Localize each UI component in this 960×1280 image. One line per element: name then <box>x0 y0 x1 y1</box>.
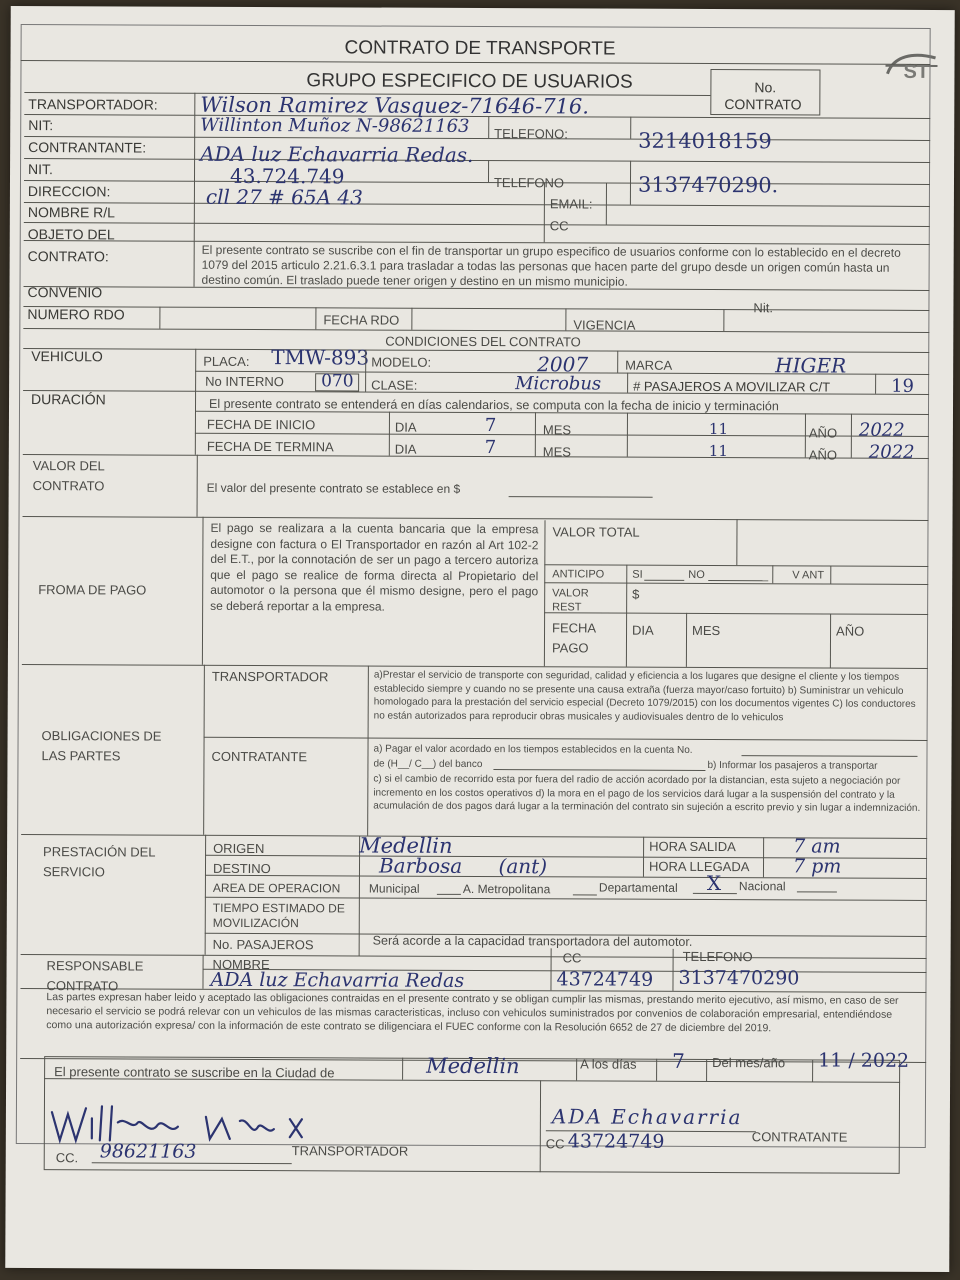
cc-right-label: CC <box>545 1136 565 1152</box>
objeto-text: El presente contrato se suscribe con el fin de transportar un grupo especifico de usuarios conforme con lo establecido en el decreto 1079 del 2015 articulo 2.21.6.3.1 para trasladar a todas las personas que hacen parte del grupo desde un origen común hasta un destino común. El traslado puede tener origen y destino en un mismo municipio. <box>201 242 901 289</box>
fecha-pago-ano-label: AÑO <box>836 623 865 639</box>
termina-ano-label: AÑO <box>808 447 838 463</box>
interno-value: 070 <box>321 371 354 392</box>
prestacion-label-1: PRESTACIÓN DEL <box>43 844 156 860</box>
pasajeros-movilizar-value: 19 <box>891 375 915 397</box>
anticipo-si-label: SI <box>632 568 643 581</box>
inicio-ano-label: AÑO <box>808 425 838 441</box>
email-label: EMAIL: <box>549 196 593 212</box>
fecha-pago-label-1: FECHA <box>552 620 597 636</box>
dias-value: 7 <box>672 1048 685 1073</box>
vehiculo-label: VEHICULO <box>31 348 103 365</box>
telefono-label: TELEFONO: <box>494 126 568 142</box>
area-metropolitana: A. Metropolitana <box>462 881 551 897</box>
nit2-label: NIT. <box>28 161 53 178</box>
objeto-label-1: OBJETO DEL <box>27 226 115 243</box>
destino-value: Barbosa (ant) <box>378 853 548 879</box>
anticipo-label: ANTICIPO <box>552 568 605 581</box>
modelo-label: MODELO: <box>371 354 432 370</box>
valor-rest-label-1: VALOR <box>552 587 589 600</box>
valor-rest-dollar: $ <box>632 586 640 602</box>
area-departamental: Departamental <box>598 880 678 895</box>
obligacion-contratante-line1: a) Pagar el valor acordado en los tiempos establecidos en la cuenta No. <box>373 743 693 756</box>
termina-mes-label: MES <box>542 444 572 460</box>
inicio-ano-value: 2022 <box>858 419 905 441</box>
tiempo-label-1: TIEMPO ESTIMADO DE <box>212 900 345 916</box>
origen-value: Medellin <box>359 833 453 858</box>
termina-mes-value: 11 <box>708 441 728 461</box>
nombre-rl-label: NOMBRE R/L <box>27 204 116 221</box>
area-nacional: Nacional <box>738 879 786 894</box>
obligacion-contratante-line2: de (H__/ C__) del banco <box>373 758 483 771</box>
valor-label-2: CONTRATO <box>32 478 105 494</box>
numero-rdo-label: NUMERO RDO <box>27 306 125 323</box>
document-title: CONTRATO DE TRANSPORTE <box>344 37 616 60</box>
area-municipal: Municipal <box>368 881 420 896</box>
hora-salida-value: 7 am <box>793 835 841 858</box>
contratante-signature: ADA Echavarria <box>551 1104 743 1130</box>
nit-value: Willinton Muñoz N-98621163 <box>200 114 470 137</box>
responsable-label-2: CONTRATO <box>46 978 119 994</box>
responsable-cc-value: 43724749 <box>556 968 654 991</box>
placa-value: TMW-893 <box>271 345 370 370</box>
destino-label: DESTINO <box>212 860 271 877</box>
v-ant-label: V ANT <box>792 569 825 582</box>
obligaciones-label-1: OBLIGACIONES DE <box>41 728 162 744</box>
inicio-dia-label: DIA <box>394 419 417 435</box>
hora-salida-label: HORA SALIDA <box>649 838 736 855</box>
obligacion-contratante-line2b: b) Informar los pasajeros a transportar <box>707 759 878 772</box>
mes-ano-value: 11 / 2022 <box>818 1049 910 1072</box>
transportador-value: Wilson Ramirez Vasquez-71646-716. <box>200 92 590 119</box>
obligacion-transportador-label: TRANSPORTADOR <box>211 668 329 685</box>
clase-label: CLASE: <box>371 377 418 393</box>
duracion-label: DURACIÓN <box>31 391 106 408</box>
contract-label: CONTRATO <box>724 96 802 113</box>
forma-pago-text: El pago se realizara a la cuenta bancaria que la empresa designe con factura o El Transportador en razón al Art 102-2 del E.T., por la connotación de ser un pago a tercero autoriza que el pago se realice de forma directa al Propietario del automotor o la persona que él mismo designe, pero el pago se deberá reportar a la empresa. <box>210 520 539 614</box>
fecha-pago-label-2: PAGO <box>551 640 589 656</box>
telefono2-value: 3137470290. <box>637 172 779 198</box>
no-pasajeros-text: Será acorde a la capacidad transportadora del automotor. <box>372 933 693 949</box>
vigencia-label: VIGENCIA <box>573 317 636 333</box>
valor-text: El valor del presente contrato se establece en $ <box>206 480 461 496</box>
ciudad-value: Medellin <box>426 1053 520 1079</box>
objeto-label-2: CONTRATO: <box>27 248 109 265</box>
fecha-rdo-label: FECHA RDO <box>323 312 400 328</box>
hora-llegada-label: HORA LLEGADA <box>648 858 750 875</box>
placa-label: PLACA: <box>203 353 250 369</box>
nit2-value: 43.724.749 <box>229 163 345 189</box>
fecha-inicio-label: FECHA DE INICIO <box>206 416 316 433</box>
anticipo-no-label: NO <box>688 568 705 581</box>
direccion-label: DIRECCION: <box>27 183 111 200</box>
condiciones-title: CONDICIONES DEL CONTRATO <box>385 333 581 350</box>
inicio-mes-label: MES <box>542 422 572 438</box>
inicio-mes-value: 11 <box>708 419 729 439</box>
cc-label: CC <box>549 218 569 234</box>
responsable-label-1: RESPONSABLE <box>46 958 144 974</box>
telefono-value: 3214018159 <box>638 128 772 154</box>
area-departamental-mark: X <box>706 870 722 896</box>
termina-dia-value: 7 <box>484 437 497 459</box>
fecha-pago-dia-label: DIA <box>632 622 654 638</box>
duracion-text: El presente contrato se entenderá en días calendarios, se computa con la fecha de inicio y terminación <box>208 396 779 414</box>
obligacion-contratante-text: c) si el cambio de recorrido esta por fuera del radio de acción acordado por la distancian, esta sujeto a negociación por incremento en los costos operativos d) la mora en el pago de los servicios dará lugar a la suspensión del contrato y la acumulación de dos pagos dará lugar a la terminación del contrato sin sujeción a escrito previo y sin lugar a indemnización. <box>373 773 921 814</box>
pasajeros-movilizar-label: # PASAJEROS A MOVILIZAR C/T <box>633 378 831 395</box>
transportador-label: TRANSPORTADOR: <box>28 96 158 113</box>
cc-left-label: CC. <box>55 1150 79 1166</box>
convenio-label: CONVENIO <box>27 284 103 301</box>
origen-label: ORIGEN <box>213 840 265 857</box>
document-subtitle: GRUPO ESPECIFICO DE USUARIOS <box>306 70 633 93</box>
obligaciones-label-2: LAS PARTES <box>41 748 121 764</box>
convenio-nit-label: Nit. <box>753 300 773 316</box>
responsable-telefono-value: 3137470290 <box>678 966 800 990</box>
mes-ano-label: Del mes/año <box>712 1055 786 1071</box>
valor-label-1: VALOR DEL <box>32 458 105 474</box>
dias-label: A los días <box>580 1056 637 1072</box>
no-pasajeros-label: No. PASAJEROS <box>212 936 314 953</box>
fecha-pago-mes-label: MES <box>692 622 721 639</box>
fecha-termina-label: FECHA DE TERMINA <box>206 438 334 455</box>
hora-llegada-value: 7 pm <box>792 855 842 878</box>
clase-value: Microbus <box>515 373 602 395</box>
valor-rest-label-2: REST <box>552 601 582 614</box>
tiempo-label-2: MOVILIZACIÓN <box>212 915 299 931</box>
transportador-signature-label: TRANSPORTADOR <box>291 1143 409 1159</box>
responsable-nombre-value: ADA luz Echavarria Redas <box>210 968 465 992</box>
interno-label: No INTERNO <box>205 373 284 390</box>
cc-right-value: 43724749 <box>567 1130 665 1153</box>
obligacion-transportador-text: a)Prestar el servicio de transporte con seguridad, calidad y eficiencia a los lugares que designe el cliente y los tiempos establecido siempre y cuando no se presente una causa extraña (fuerza mayor/caso fortuito) b) Suministrar un vehiculo homologado para la prestación del servicio especial (Decreto 1079/2015) con los documentos vigentes C) los conductores no están autorizados para reproducir obras musicales y audiovisuales dentro de lo vehiculos <box>373 669 916 723</box>
telefono2-label: TELEFONO <box>493 175 565 191</box>
forma-pago-label: FROMA DE PAGO <box>38 582 147 598</box>
termina-ano-value: 2022 <box>868 441 915 463</box>
contract-sheet <box>5 6 954 1272</box>
marca-label: MARCA <box>625 357 673 373</box>
contratante-value: ADA luz Echavarria Redas. <box>200 141 474 167</box>
clausula-text: Las partes expresan haber leido y aceptado las obligaciones contraidas en el presente contrato y se obligan cumplir las mismas, prestando merito ejecutivo, así mismo, en caso de ser necesario el servicio se podrá relevar con un vehiculos de las mismas caracteristicas, incluso con vehiculos suministrados por convenios de colaboración empresarial, entendiéndose como una autorización expresa/ con la información de este contrato se diligenciara el FUEC conforme con la Resolución 6652 de 27 de diciembre del 2019. <box>46 991 899 1035</box>
prestacion-label-2: SERVICIO <box>42 864 105 880</box>
responsable-telefono-label: TELEFONO <box>682 948 753 965</box>
modelo-value: 2007 <box>537 352 589 377</box>
cc-left-value: 98621163 <box>99 1140 197 1163</box>
marca-value: HIGER <box>775 353 847 378</box>
contratante-signature-label: CONTRATANTE <box>751 1129 848 1145</box>
contract-no-label: No. <box>754 79 777 96</box>
nit-label: NIT: <box>28 117 54 134</box>
responsable-nombre-label: NOMBRE <box>212 956 270 973</box>
contratante-label: CONTRANTANTE: <box>28 139 147 156</box>
responsable-cc-label: CC <box>562 950 582 966</box>
area-operacion-label: AREA DE OPERACION <box>212 880 341 896</box>
valor-total-label: VALOR TOTAL <box>552 524 640 540</box>
obligacion-contratante-label: CONTRATANTE <box>211 748 308 765</box>
direccion-value: cll 27 # 65A 43 <box>205 184 363 210</box>
inicio-dia-value: 7 <box>484 415 497 437</box>
termina-dia-label: DIA <box>394 441 417 457</box>
ciudad-text: El presente contrato se suscribe en la Ciudad de <box>54 1064 335 1081</box>
svg-text:ST: ST <box>903 60 930 82</box>
